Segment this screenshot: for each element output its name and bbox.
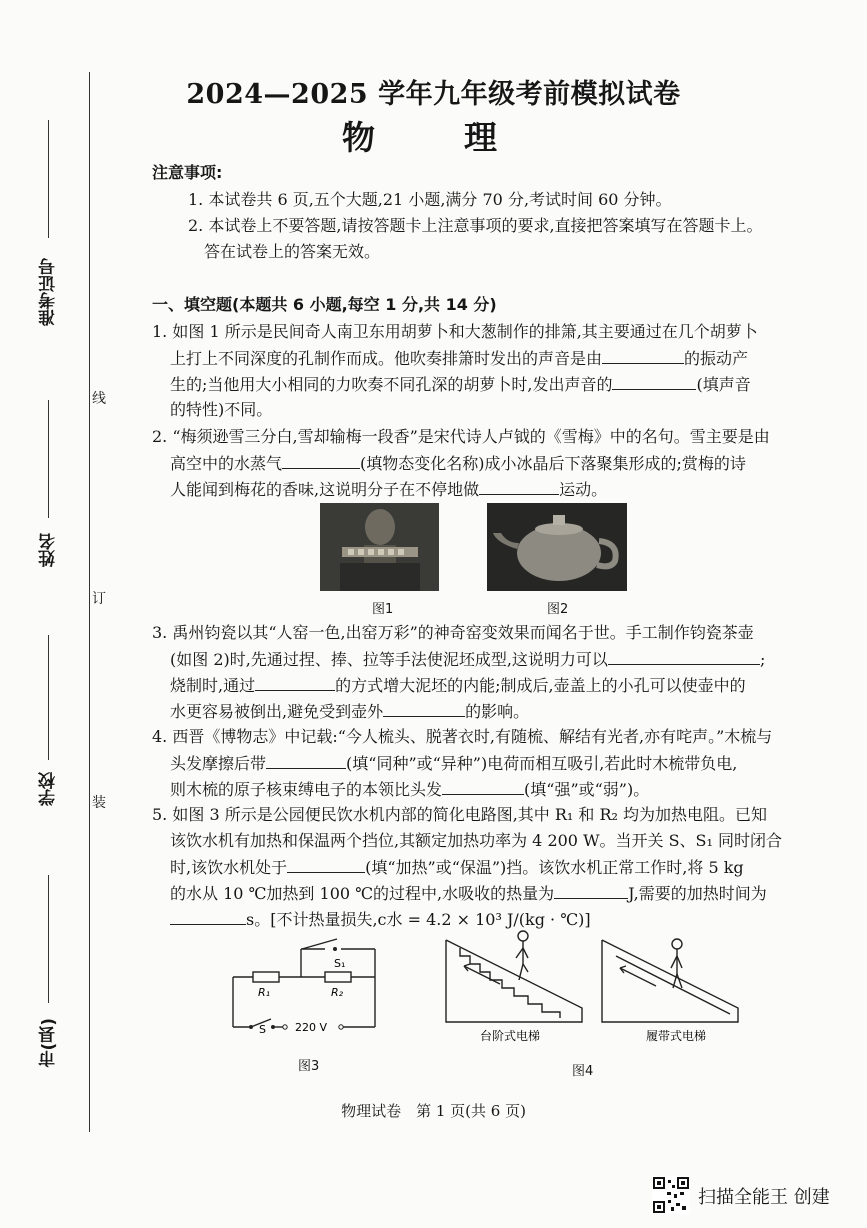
q4-line-3: 则木梳的原子核束缚电子的本领比头发 (填“强”或“弱”)。: [170, 780, 650, 799]
s1-label: S₁: [334, 957, 346, 970]
q3-line-3: 烧制时,通过 的方式增大泥坯的内能;制成后,壶盖上的小孔可以使壶中的: [170, 676, 746, 695]
scanner-brand: 扫描全能王 创建: [698, 1187, 830, 1208]
r1-label: R₁: [258, 986, 271, 999]
notice-heading: 注意事项:: [152, 163, 223, 182]
answer-blank: [266, 753, 346, 769]
answer-blank: [170, 909, 246, 925]
q3-line-2: (如图 2)时,先通过捏、捧、拉等手法使泥坯成型,这说明力可以 ;: [170, 650, 766, 669]
exam-title: 2024—2025 学年九年级考前模拟试卷: [186, 79, 681, 110]
q5-line-4: 的水从 10 ℃加热到 100 ℃的过程中,水吸收的热量为 J,需要的加热时间为: [170, 884, 767, 903]
answer-blank: [383, 701, 465, 717]
id-label: 准考证号: [39, 258, 59, 326]
answer-blank: [287, 857, 365, 873]
answer-blank: [602, 348, 684, 364]
figure-2-caption: 图2: [547, 602, 569, 617]
figure-4-escalators: [440, 922, 740, 1044]
q1-line-1: 1. 如图 1 所示是民间奇人南卫东用胡萝卜和大葱制作的排箫,其主要通过在几个胡萝卜: [152, 322, 758, 341]
q2-line-2: 高空中的水蒸气 (填物态变化名称)成小冰晶后下落聚集形成的;赏梅的诗: [170, 454, 746, 473]
notice-item-2: 2. 本试卷上不要答题,请按答题卡上注意事项的要求,直接把答案填写在答题卡上。: [188, 216, 763, 235]
name-label: 姓名: [39, 533, 59, 567]
answer-blank: [554, 883, 628, 899]
stairs-escalator-label: 台阶式电梯: [480, 1029, 541, 1043]
notice-item-1: 1. 本试卷共 6 页,五个大题,21 小题,满分 70 分,考试时间 60 分钟。: [188, 190, 672, 209]
figure-1-photo: [320, 503, 439, 591]
notice-item-2-cont: 答在试卷上的答案无效。: [204, 242, 381, 261]
q4-line-1: 4. 西晋《博物志》中记载:“今人梳头、脱著衣时,有随梳、解结有光者,亦有咤声。”木梳与: [152, 727, 773, 746]
q1-line-2: 上打上不同深度的孔制作而成。他吹奏排箫时发出的声音是由 的振动产: [170, 349, 749, 368]
s-label: S: [259, 1023, 266, 1035]
q5-line-1: 5. 如图 3 所示是公园便民饮水机内部的简化电路图,其中 R₁ 和 R₂ 均为加热电阻。已知: [152, 805, 768, 824]
belt-escalator-label: 履带式电梯: [646, 1029, 707, 1043]
bind-char-order: 订: [92, 591, 106, 607]
school-label: 学校: [39, 772, 59, 806]
figure-2-photo: [487, 503, 627, 591]
q5-line-2: 该饮水机有加热和保温两个挡位,其额定加热功率为 4 200 W。当开关 S、S₁ 同时闭合: [170, 831, 783, 850]
city-fill-line: [48, 875, 49, 1003]
figure-1-caption: 图1: [372, 602, 394, 617]
city-label: 市(县): [39, 1018, 59, 1068]
q2-line-3: 人能闻到梅花的香味,这说明分子在不停地做 运动。: [170, 480, 608, 499]
section-heading: 一、填空题(本题共 6 小题,每空 1 分,共 14 分): [152, 295, 497, 314]
subject-title: 物 理: [342, 118, 525, 157]
name-fill-line: [48, 400, 49, 518]
voltage-label: 220 V: [295, 1021, 328, 1034]
bind-char-bind: 装: [92, 795, 106, 811]
figure-4-caption: 图4: [572, 1064, 594, 1079]
q1-line-3: 生的;当他用大小相同的力吹奏不同孔深的胡萝卜时,发出声音的 (填声音: [170, 375, 751, 394]
answer-blank: [479, 479, 559, 495]
answer-blank: [442, 779, 524, 795]
answer-blank: [612, 374, 696, 390]
q4-line-2: 头发摩擦后带 (填“同种”或“异种”)电荷而相互吸引,若此时木梳带负电,: [170, 754, 738, 773]
figure-3-circuit: [225, 935, 385, 1035]
q5-line-3: 时,该饮水机处于 (填“加热”或“保温”)挡。该饮水机正常工作时,将 5 kg: [170, 858, 744, 877]
page-footer: 物理试卷 第 1 页(共 6 页): [341, 1102, 526, 1120]
r2-label: R₂: [331, 986, 344, 999]
bind-char-line: 线: [92, 391, 106, 407]
q3-line-1: 3. 禹州钧瓷以其“人窑一色,出窑万彩”的神奇窑变效果而闻名于世。手工制作钧瓷茶壶: [152, 623, 754, 642]
figure-3-caption: 图3: [298, 1059, 320, 1074]
binding-line: [89, 72, 90, 1132]
answer-blank: [255, 675, 335, 691]
q3-line-4: 水更容易被倒出,避免受到壶外 的影响。: [170, 702, 530, 721]
q2-line-1: 2. “梅须逊雪三分白,雪却输梅一段香”是宋代诗人卢钺的《雪梅》中的名句。雪主要是由: [152, 427, 770, 446]
q1-line-4: 的特性)不同。: [170, 400, 273, 419]
answer-blank: [608, 649, 760, 665]
qr-code-icon: [652, 1176, 690, 1214]
q5-line-5: s。[不计热量损失,c水 = 4.2 × 10³ J/(kg · ℃)]: [170, 909, 591, 930]
answer-blank: [282, 453, 360, 469]
school-fill-line: [48, 635, 49, 760]
teapot-image: [487, 503, 627, 591]
panpipe-player-image: [320, 503, 439, 591]
